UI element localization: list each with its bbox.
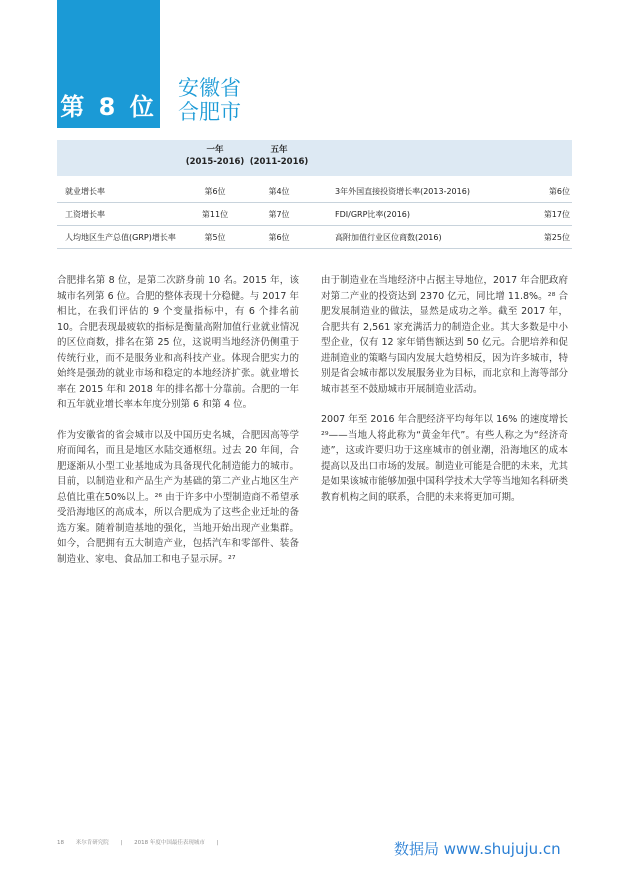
city-title: 合肥市 <box>178 100 241 124</box>
body-paragraph: 作为安徽省的省会城市以及中国历史名城，合肥因高等学府而闻名，而且是地区水陆交通枢纽。过去 20 年间，合肥逐渐从小型工业基地成为具备现代化制造能力的城市。目前，以制造业和产品生产为基础的第二产业占地区生产总值比重在50%以上。²⁶ 由于许多中小型制造商不希望承受沿海地区的高成本，所以合肥成为了这些企业迁址的备选方案。随着制造基地的强化，当地开始出现产业集群。如今，合肥拥有五大制造产业，包括汽车和零部件、装备制造业、家电、食品加工和电子显示屏。²⁷ <box>57 429 299 565</box>
one-year-rank: 第6位 <box>204 187 226 196</box>
body-paragraph: 由于制造业在当地经济中占据主导地位，2017 年合肥政府对第二产业的投资达到 2370 亿元，同比增 11.8%。²⁸ 合肥发展制造业的做法，显然是成功之举。截至 2017 年，合肥共有 2,561 家充满活力的制造企业。其大多数是中小型企业，仅有 12 家年销售额达到 50 亿元。合肥培养和促进制造业的策略与国内发展大趋势相反，因为许多城市，特别是省会城市都以发展服务业为目标，而北京和上海等部分城市甚至不鼓励城市开展制造业活动。 <box>321 275 569 395</box>
body-left-column <box>57 273 299 582</box>
footer-org: 米尔肯研究院 <box>75 840 109 846</box>
rank-badge <box>57 0 160 128</box>
five-year-rank: 第7位 <box>268 210 290 219</box>
body-paragraph: 合肥排名第 8 位，是第二次跻身前 10 名。2015 年，该城市名列第 6 位。合肥的整体表现十分稳健。与 2017 年相比，在我们评估的 9 个变量指标中，有 6 个排名前 10。合肥表现最疲软的指标是衡量高附加值行业就业情况的区位商数，排名在第 25 位，这说明当地经济仍侧重于传统行业，而不是服务业和高科技产业。体现合肥实力的始终是强劲的就业市场和稳定的本地经济扩张。就业增长率在 2015 年和 2018 年的排名都十分靠前。合肥的一年和五年就业增长率本年度分别第 6 和第 4 位。 <box>57 275 299 410</box>
table-row <box>57 180 572 203</box>
col-head-one-year-title: 一年 <box>206 145 224 155</box>
table-row <box>57 203 572 226</box>
one-year-rank: 第11位 <box>201 210 229 219</box>
col-head-one-year-range: (2015-2016) <box>185 157 245 167</box>
col-head-five-year-range: (2011-2016) <box>249 157 309 167</box>
col-head-five-year-title: 五年 <box>270 145 288 155</box>
metric2-label: FDI/GRP比率(2016) <box>335 210 410 219</box>
page-footer <box>57 838 228 846</box>
province-title: 安徽省 <box>178 76 241 100</box>
metric2-label: 高附加值行业区位商数(2016) <box>335 233 442 242</box>
metric-label: 工资增长率 <box>65 210 105 219</box>
table-header <box>57 140 572 176</box>
body-right-column <box>321 273 568 520</box>
five-year-rank: 第6位 <box>268 233 290 242</box>
footer-separator: | <box>120 840 123 846</box>
col-head-one-year <box>180 144 250 168</box>
metric2-rank: 第6位 <box>548 187 570 196</box>
ranking-table <box>57 180 572 249</box>
one-year-rank: 第5位 <box>204 233 226 242</box>
metric-label: 就业增长率 <box>65 187 105 196</box>
metric2-rank: 第17位 <box>543 210 570 219</box>
table-row <box>57 226 572 249</box>
watermark: 数据局 www.shujuju.cn <box>394 840 561 858</box>
metric-label: 人均地区生产总值(GRP)增长率 <box>65 233 176 242</box>
footer-separator: | <box>216 840 219 846</box>
metric2-label: 3年外国直接投资增长率(2013-2016) <box>335 187 470 196</box>
footer-report: 2018 年度中国最佳表现城市 <box>134 840 205 846</box>
body-paragraph: 2007 年至 2016 年合肥经济平均每年以 16% 的速度增长 ²⁹——当地人将此称为“黄金年代”。有些人称之为“经济奇迹”，这或许要归功于这座城市的创业潮，沿海地区的成本提高以及出口市场的发展。制造业可能是合肥的未来，尤其是如果该城市能够加强中国科学技术大学等当地知名科研类教育机构之间的联系，合肥的未来将更加可期。 <box>321 414 569 503</box>
five-year-rank: 第4位 <box>268 187 290 196</box>
col-head-five-year <box>244 144 314 168</box>
metric2-rank: 第25位 <box>543 233 570 242</box>
page-number: 18 <box>57 840 64 846</box>
rank-label: 第 8 位 <box>60 93 157 121</box>
